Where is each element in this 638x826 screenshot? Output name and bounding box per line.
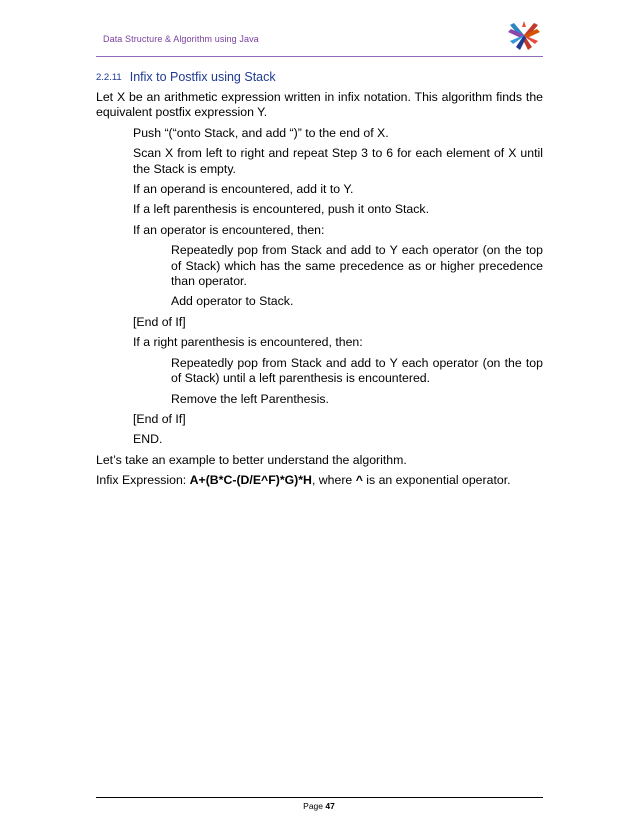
header-divider xyxy=(96,56,543,57)
step-scan: Scan X from left to right and repeat Step 3 to 6 for each element of X until the Stack is empty. xyxy=(133,146,543,176)
infix-suffix: is an exponential operator. xyxy=(362,473,511,488)
substep-pop-precedence: Repeatedly pop from Stack and add to Y each operator (on the top of Stack) which has the same precedence as or higher precedence than operator. xyxy=(171,243,543,289)
section-number: 2.2.11 xyxy=(96,72,122,83)
caret-symbol: ^ xyxy=(355,473,363,488)
step-operator: If an operator is encountered, then: xyxy=(133,222,325,237)
page-label: Page xyxy=(303,801,326,811)
infix-label: Infix Expression: xyxy=(96,473,190,488)
intro-paragraph: Let X be an arithmetic expression written in infix notation. This algorithm finds the equivalent postfix expression Y. xyxy=(96,90,543,120)
step-left-paren: If a left parenthesis is encountered, push it onto Stack. xyxy=(133,202,429,217)
infix-expression-line xyxy=(96,473,543,488)
header-title: Data Structure & Algorithm using Java xyxy=(103,34,259,44)
diamond-logo-icon xyxy=(504,17,544,53)
footer-divider xyxy=(96,797,543,798)
step-operand: If an operand is encountered, add it to Y. xyxy=(133,182,354,197)
section-heading xyxy=(96,70,276,84)
example-intro: Let’s take an example to better understand the algorithm. xyxy=(96,452,407,467)
substep-remove-left: Remove the left Parenthesis. xyxy=(171,391,329,406)
step-end: END. xyxy=(133,432,163,447)
section-title: Infix to Postfix using Stack xyxy=(129,70,276,84)
step-right-paren: If a right parenthesis is encountered, then: xyxy=(133,335,363,350)
substep-add-operator: Add operator to Stack. xyxy=(171,294,294,309)
infix-expression: A+(B*C-(D/E^F)*G)*H xyxy=(189,473,312,488)
step-push: Push “(“onto Stack, and add “)” to the end of X. xyxy=(133,125,389,140)
page-number: 47 xyxy=(325,801,335,811)
step-end-if-1: [End of If] xyxy=(133,314,186,329)
page-footer xyxy=(0,801,638,811)
substep-pop-until-left: Repeatedly pop from Stack and add to Y each operator (on the top of Stack) until a left parenthesis is encountered. xyxy=(171,355,543,386)
step-end-if-2: [End of If] xyxy=(133,411,186,426)
body-text xyxy=(96,90,543,494)
infix-separator: , where xyxy=(311,473,356,488)
